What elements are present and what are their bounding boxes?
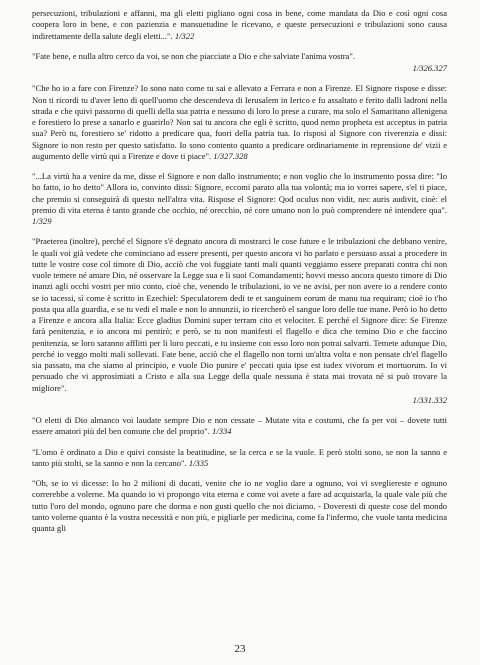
paragraph-text: "O eletti di Dio almanco voi laudate sempre Dio e non cessate – Mutate vita e costumi, che fa per voi – dovete tutti essere amatori più del ben comune che del proprio".: [32, 415, 447, 437]
paragraph-text: "Fate bene, e nulla altro cerco da voi, se non che piacciate a Dio e che salviate l'anima vostra".: [32, 50, 355, 61]
paragraph-text: "...La virtù ha a venire da me, disse el Signore e non dallo instrumento; e non voglio che lo instrumento possa dire: "Io ho fatto, io ho detto" Allora io, convinto dissi: Signore, eccomi parato alla tua volontà; ma io vorrei sapere, s'el ti piace, che premio si conseguirà di questo nell'altra vita. Rispose el Signore: Qod oculus non vidit, nec auris audivit, cioè: el premio di vita eterna è tanto grande che occhio, né orecchio, né core umano non lo può comprendere né intendere qua".: [32, 171, 447, 215]
page-number: 23: [234, 643, 246, 655]
paragraph-8: [32, 478, 447, 534]
paragraph-1: [32, 8, 447, 42]
paragraph-text: persecuzioni, tribulazioni e affanni, ma gli eletti pigliano ogni cosa in bene, come mandata da Dio e così ogni cosa coopera loro in bene, e con pazienzia e mansuetudine le ricevano, e queste persecuzioni e tribulazioni sono causa indirettamente della salute degli eletti...".: [32, 8, 447, 41]
paragraph-7: [32, 447, 447, 470]
paragraph-6: [32, 415, 447, 438]
paragraph-5: [32, 236, 447, 406]
citation-reference: 1/329: [32, 216, 52, 226]
paragraph-text: "Che ho io a fare con Firenze? Io sono nato come tu sai e allevato a Ferrara e non a Firenze. El Signore rispose e disse: Non ti ricordi tu d'aver letto di quell'uomo che descendeva di Ierusalem in Ierico e fu assaltato e ferito dalli ladroni nella strada e che quivi passorno di quelli della sua patria e nessuno di loro lo prese a curare, ma solo el Samaritano allenigena e forestiero lo prese a sanarlo e guarirlo? Non sai tu ancora che egli è scritto, quod nemo propheta est acceptus in patria sua? Però tu, forestiero se' ridotto a predicare qua, fuori della patria tua. Io risposi al Signore con riverenzia e dissi: Signore io non resto per questo satisfatto. Io sono contento quanto a predicare ordinariamente in reprensione de' vizii e augumento delle virtù qui a Firenze e dove ti piace".: [32, 83, 447, 161]
paragraph-text: "Praeterea (inoltre), perché el Signore s'è degnato ancora di mostrarci le cose future e le tribulazioni che debbano venire, le quali voi già vedete che cominciano ad essere presenti, per questo ancora vi ho parlato e persuaso assai a procedere in tutte le vostre cose col timore di Dio, acciò che voi fuggiate tanti mali quanti veggiamo essere preparati contra chi non vuole temere né amare Dio, né osservare la Legge sua e li suoi Comandamenti; hovvi messo ancora questo timore di Dio inanzi agli occhi vostri per mio conto, cioè che, venendo le tribulazioni, io ve ne avisi, per non avere io a rendere conto se io tacessi, sì come è scritto in Ezechiel: Speculatorem dedi te et sanguinem eorum de manu tua requiram; cioè io t'ho posta qua alla guardia, e se tu vedi el male e non lo annunzii, io ricercherò el sangue loro delle tue mane. Però io ho detto a Firenze e ancora alla Italia: Ecce gladius Domini super terram cito et velociter. E perché el Signore dice: Se Firenze farà penitenzia, e io ancora mi pentirò; e però, se tu non manifesti el flagello e dica che temino Dio e che faccino penitenzia, se loro saranno afflitti per li loro peccati, e tu insieme con esso loro non potrai salvarti. Temete adunque Dio, perché io veggo molti mali sollevati. Fate bene, acciò che el flagello non torni un'altra volta e non pensate ch'el flagello sia passato, ma che siamo al principio, e vuole Dio punire e' peccati quia ipse est iudex vivorum et mortuorum. Io vi persuado che vi approsimiati a Cristo e alla sua Legge della quale nessuna è stata mai trovata né si può trovare la migliore".: [32, 236, 447, 393]
citation-reference: 1/331.332: [412, 394, 447, 405]
paragraph-text: "L'omo è ordinato a Dio e quivi consiste la beatitudine, se la cerca e se la vuole. E però stolti sono, se non la sanno e tanto più stolti, se la sanno e non la cercano".: [32, 446, 447, 468]
paragraph-4: [32, 171, 447, 227]
citation-reference: 1/326.327: [412, 63, 447, 73]
citation-reference: 1/335: [188, 457, 209, 468]
citation-reference: 1/334: [212, 426, 232, 437]
paragraph-3: [32, 83, 447, 162]
paragraph-2: [32, 51, 447, 75]
paragraph-text: "Oh, se io vi dicesse: Io ho 2 milioni di ducati, venite che io ne voglio dare a ognuno, voi vi svegliereste e ognuno correrebbe a volerne. Ma quando io vi propongo vita eterna e come voi avete a fare ad acquistarla, la quale vale più che tutto l'oro del mondo, ognuno pare che dorma e non gusti quello che noi diciamo. - Doveresti di queste cose del mondo tanto volerne quanto è la vostra necessità e non più, e pigliarle per medicina, come fa l'infermo, che vuole tanta medicina quanta gli: [32, 478, 447, 533]
citation-reference: 1/327.328: [213, 150, 248, 161]
citation-reference: 1/322: [174, 30, 195, 41]
